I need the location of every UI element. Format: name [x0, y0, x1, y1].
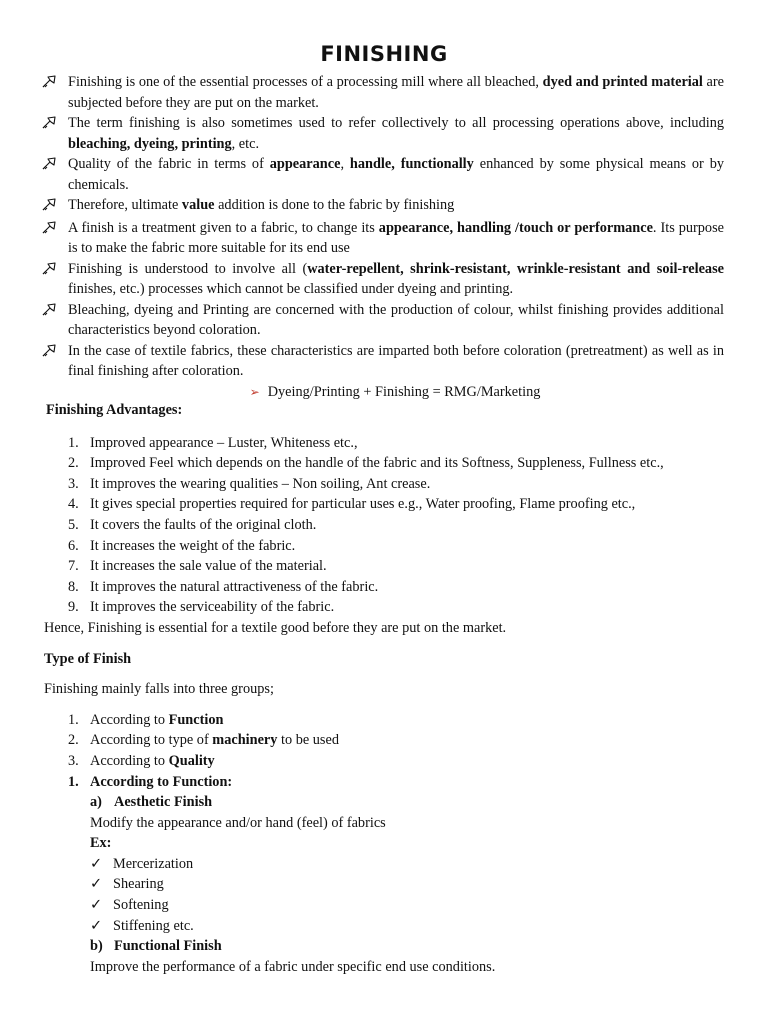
- bold-text: handle, functionally: [349, 156, 474, 172]
- list-text: Improved Feel which depends on the handle of the fabric and its Softness, Suppleness, Fullness etc.,: [90, 455, 664, 472]
- functional-finish-description: Improve the performance of a fabric under specific end use conditions.: [90, 958, 496, 975]
- text-run: Quality of the fabric in terms of: [68, 156, 270, 172]
- text-run: to be used: [277, 732, 339, 749]
- list-item: [46, 494, 726, 515]
- pointing-hand-icon: ➢: [249, 384, 260, 399]
- page-title: FINISHING: [320, 42, 448, 66]
- arrow-bullet-icon: [42, 300, 68, 341]
- list-number: 3.: [68, 752, 79, 769]
- bullet-item: [42, 113, 724, 154]
- bullet-text: [68, 113, 724, 154]
- text-run: enhanced by some physical means or by chemicals.: [68, 156, 724, 193]
- aesthetic-finish-description: Modify the appearance and/or hand (feel) of fabrics: [90, 814, 386, 831]
- list-text: [90, 751, 215, 772]
- text-run: . Its purpose is to make the fabric more suitable for its end use: [68, 219, 724, 256]
- list-text: [90, 730, 339, 751]
- bold-text: dyed and printed material: [542, 74, 703, 90]
- arrow-bullet-icon: [42, 195, 68, 218]
- list-item: [46, 751, 726, 772]
- section-function: [46, 772, 726, 793]
- arrow-bullet-icon: [42, 218, 68, 259]
- list-text: Improved appearance – Luster, Whiteness etc.,: [90, 434, 358, 451]
- examples-list: [46, 854, 726, 936]
- bullet-item: [42, 195, 724, 218]
- list-text: [90, 710, 223, 731]
- text-run: According to type of: [90, 732, 213, 749]
- advantages-list: [46, 433, 726, 618]
- bullet-item: [42, 300, 724, 341]
- list-item: [46, 515, 726, 536]
- list-item: [46, 556, 726, 577]
- bullet-text: [68, 72, 724, 113]
- example-item: [46, 874, 726, 895]
- text-run: Bleaching, dyeing and Printing are concerned with the production of colour, whilst finishing provides additional characteristics beyond coloration.: [68, 301, 724, 338]
- list-item: [46, 710, 726, 731]
- bullet-text: [68, 195, 724, 218]
- text-run: According to: [90, 752, 169, 769]
- formula-text: Dyeing/Printing + Finishing = RMG/Marketing: [267, 383, 541, 400]
- list-number: 1.: [68, 434, 79, 451]
- text-run: Therefore, ultimate: [68, 197, 182, 213]
- example-item: [46, 854, 726, 875]
- bold-text: machinery: [212, 732, 278, 749]
- section-function-heading: 1. According to Function:: [68, 773, 233, 790]
- bold-text: appearance: [269, 156, 341, 172]
- type-of-finish-heading: Type of Finish: [44, 650, 132, 667]
- list-number: 3.: [68, 475, 79, 492]
- bullet-item: [42, 259, 724, 300]
- functional-finish-heading: b) Functional Finish: [90, 938, 222, 955]
- list-text: It increases the sale value of the material.: [90, 558, 327, 575]
- arrow-bullet-icon: [42, 72, 68, 113]
- list-text: It improves the serviceability of the fabric.: [90, 599, 335, 616]
- list-text: It gives special properties required for particular uses e.g., Water proofing, Flame proofing etc.,: [90, 496, 636, 513]
- list-number: 2.: [68, 732, 79, 749]
- list-number: 2.: [68, 455, 79, 472]
- example-text: Softening: [113, 897, 169, 914]
- text-run: A finish is a treatment given to a fabric, to change its: [68, 219, 379, 236]
- checkmark-icon: ✓: [90, 855, 102, 872]
- bold-text: Function: [168, 711, 224, 728]
- bullet-text: [68, 218, 724, 259]
- list-number: 5.: [68, 516, 79, 533]
- list-number: 6.: [68, 537, 79, 554]
- example-item: [46, 916, 726, 937]
- groups-list: [46, 710, 726, 772]
- list-text: It improves the wearing qualities – Non soiling, Ant crease.: [90, 475, 431, 492]
- intro-bullet-list: [42, 72, 724, 402]
- groups-intro: Finishing mainly falls into three groups;: [44, 681, 274, 698]
- list-number: 7.: [68, 558, 79, 575]
- text-run: Finishing is understood to involve all (: [68, 260, 308, 277]
- arrow-bullet-icon: [42, 154, 68, 195]
- formula-line: [42, 382, 724, 403]
- list-item: [46, 536, 726, 557]
- examples-label: Ex:: [90, 835, 112, 852]
- list-number: 1.: [68, 711, 79, 728]
- bullet-item: [42, 72, 724, 113]
- bullet-item: [42, 218, 724, 259]
- list-number: 9.: [68, 599, 79, 616]
- arrow-bullet-icon: [42, 259, 68, 300]
- list-text: It improves the natural attractiveness of the fabric.: [90, 578, 379, 595]
- example-text: Mercerization: [113, 855, 194, 872]
- list-item: [46, 577, 726, 598]
- checkmark-icon: ✓: [90, 917, 102, 934]
- bullet-item: [42, 341, 724, 382]
- text-run: The term finishing is also sometimes used to refer collectively to all processing operations above, including: [68, 115, 724, 131]
- bullet-item: [42, 154, 724, 195]
- advantages-section: [46, 400, 726, 977]
- bold-text: appearance, handling /touch or performance: [378, 219, 653, 236]
- text-run: In the case of textile fabrics, these characteristics are imparted both before coloration (pretreatment) as well as in final finishing after coloration.: [68, 342, 724, 379]
- advantages-heading: Finishing Advantages:: [46, 402, 183, 418]
- text-run: addition is done to the fabric by finishing: [214, 197, 455, 213]
- list-item: [46, 453, 726, 474]
- list-text: It covers the faults of the original cloth.: [90, 516, 317, 533]
- arrow-bullet-icon: [42, 341, 68, 382]
- aesthetic-finish-heading: a) Aesthetic Finish: [90, 794, 213, 811]
- checkmark-icon: ✓: [90, 876, 102, 893]
- bold-text: Quality: [168, 752, 215, 769]
- bullet-text: [68, 300, 724, 341]
- bold-text: bleaching, dyeing, printing: [68, 135, 232, 152]
- list-number: 4.: [68, 496, 79, 513]
- bullet-text: [68, 154, 724, 195]
- example-text: Stiffening etc.: [113, 917, 194, 934]
- bold-text: value: [181, 197, 215, 213]
- bullet-text: [68, 259, 724, 300]
- text-run: Finishing is one of the essential processes of a processing mill where all bleached,: [68, 74, 543, 90]
- hence-paragraph: Hence, Finishing is essential for a textile good before they are put on the market.: [44, 619, 507, 636]
- list-text: It increases the weight of the fabric.: [90, 537, 296, 554]
- checkmark-icon: ✓: [90, 897, 102, 914]
- text-run: According to: [90, 711, 169, 728]
- example-text: Shearing: [113, 876, 164, 893]
- list-item: [46, 474, 726, 495]
- list-item: [46, 730, 726, 751]
- text-run: ,: [340, 156, 350, 172]
- list-item: [46, 597, 726, 618]
- list-item: [46, 433, 726, 454]
- bold-text: water-repellent, shrink-resistant, wrinkle-resistant and soil-release: [307, 260, 724, 277]
- text-run: are subjected before they are put on the market.: [68, 74, 724, 111]
- example-item: [46, 895, 726, 916]
- text-run: finishes, etc.) processes which cannot be classified under dyeing and printing.: [68, 281, 514, 297]
- list-number: 8.: [68, 578, 79, 595]
- arrow-bullet-icon: [42, 113, 68, 154]
- text-run: , etc.: [231, 135, 260, 152]
- bullet-text: [68, 341, 724, 382]
